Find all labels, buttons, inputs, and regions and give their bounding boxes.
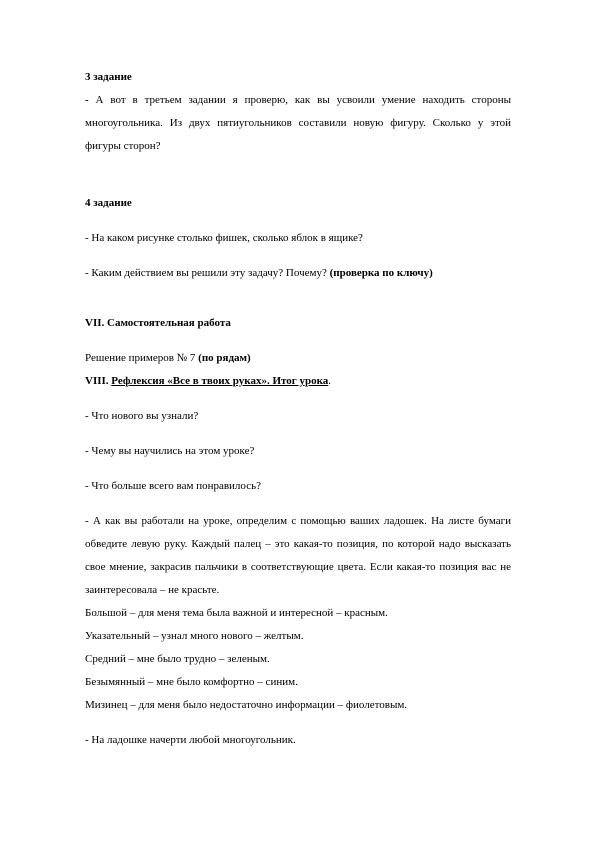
task4-question-1: - На каком рисунке столько фишек, сколько яблок в ящике? bbox=[85, 232, 363, 244]
section7-line-note: (по рядам) bbox=[198, 352, 251, 364]
finger-line-ring: Безымянный – мне было комфортно – синим. bbox=[85, 676, 298, 688]
section8-heading-prefix: VIII. bbox=[85, 375, 112, 387]
task3-heading: 3 задание bbox=[85, 71, 132, 83]
section8-question-1: - Что нового вы узнали? bbox=[85, 410, 199, 422]
section8-heading bbox=[85, 370, 511, 393]
section8-heading-suffix: . bbox=[328, 375, 332, 387]
task4-question-2-text: - Каким действием вы решили эту задачу? Почему? bbox=[85, 267, 330, 279]
task4-question-2-note: (проверка по ключу) bbox=[329, 267, 433, 279]
finger-line-index: Указательный – узнал много нового – желтым. bbox=[85, 630, 304, 642]
task3-dash: - bbox=[85, 94, 96, 106]
section8-question-2: - Чему вы научились на этом уроке? bbox=[85, 445, 255, 457]
finger-line-middle: Средний – мне было трудно – зеленым. bbox=[85, 653, 270, 665]
task3-text: А вот в третьем задании я проверю, как вы усвоили умение находить стороны многоугольника. Из двух пятиугольников составили новую фигуру. Сколько у этой фигуры сторон? bbox=[85, 94, 511, 152]
section8-final: - На ладошке начерти любой многоугольник. bbox=[85, 734, 296, 746]
section7-line-text: Решение примеров № 7 bbox=[85, 352, 199, 364]
task3-paragraph bbox=[85, 89, 511, 158]
finger-line-pinky: Мизинец – для меня было недостаточно информации – фиолетовым. bbox=[85, 699, 408, 711]
section7-line bbox=[85, 347, 511, 370]
finger-line-thumb: Большой – для меня тема была важной и интересной – красным. bbox=[85, 607, 388, 619]
section7-heading: VII. Самостоятельная работа bbox=[85, 317, 231, 329]
section8-instruction: - А как вы работали на уроке, определим с помощью ваших ладошек. На листе бумаги обведите левую руку. Каждый палец – это какая-то позиция, по которой надо высказать свое мнение, закрасив пальчики в соответствующие цвета. Если какая-то позиция вас не заинтересовала – не красьте. bbox=[85, 515, 511, 596]
section8-question-3: - Что больше всего вам понравилось? bbox=[85, 480, 261, 492]
document-page bbox=[85, 66, 511, 752]
task4-question-2 bbox=[85, 262, 511, 285]
section8-heading-title: Рефлексия «Все в твоих руках». Итог урока bbox=[111, 375, 329, 387]
task4-heading: 4 задание bbox=[85, 197, 132, 209]
